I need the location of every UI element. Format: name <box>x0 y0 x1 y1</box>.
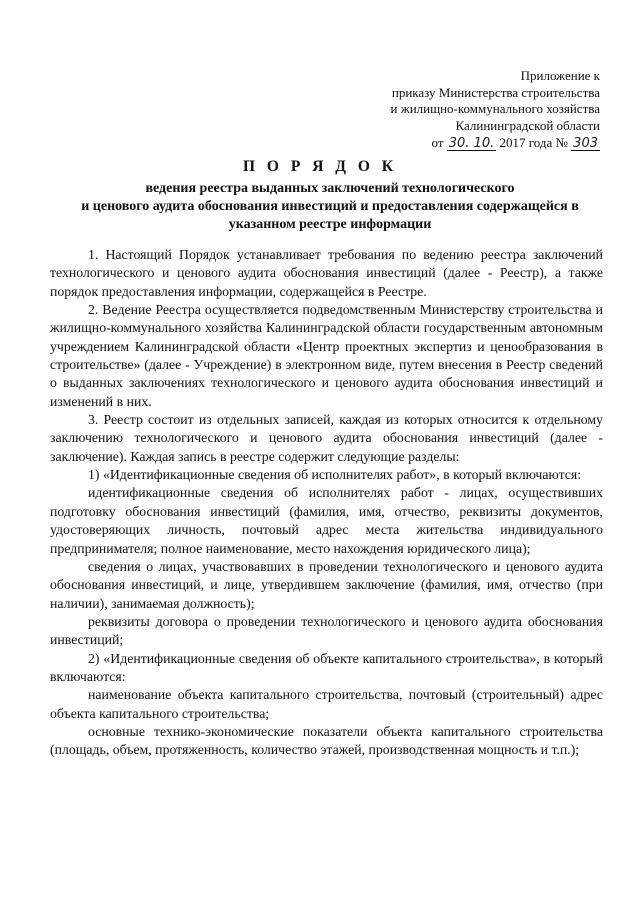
date-prefix: от <box>431 135 444 150</box>
paragraph: 2) «Идентификационные сведения об объекте капитального строительства», в который включаются: <box>50 650 603 684</box>
subtitle-line: указанном реестре информации <box>228 217 432 232</box>
document-subtitle <box>50 180 610 234</box>
document-body <box>50 246 603 760</box>
appendix-line: Приложение к <box>520 68 600 83</box>
paragraph: сведения о лицах, участвовавших в проведении технологического и ценового аудита обоснования инвестиций, и лице, утвердившем заключение (фамилия, имя, отчество (при наличии), занимаемая должность); <box>50 558 603 611</box>
paragraph: идентификационные сведения об исполнителях работ - лицах, осуществивших подготовку обоснования инвестиций (фамилия, имя, отчество, реквизиты документов, удостоверяющих личность, почтовый адрес места жительства индивидуального предпринимателя; полное наименование, место нахождения юридического лица); <box>50 485 603 556</box>
appendix-line: и жилищно-коммунального хозяйства <box>390 101 600 116</box>
appendix-header <box>391 68 601 152</box>
paragraph: 2. Ведение Реестра осуществляется подведомственным Министерству строительства и жилищно-коммунального хозяйства Калининградской области государственным автономным учреждением Калининградской области «Центр проектных экспертиз и ценообразования в строительстве» (далее - Учреждение) в электронном виде, путем внесения в Реестр сведений о выданных заключениях технологического и ценового аудита обоснования инвестиций и изменений в них. <box>50 302 603 409</box>
paragraph: наименование объекта капитального строительства, почтовый (строительный) адрес объекта капитального строительства; <box>50 687 603 721</box>
subtitle-line: ведения реестра выданных заключений технологического <box>145 181 515 196</box>
paragraph: реквизиты договора о проведении технологического и ценового аудита обоснования инвестиций; <box>50 613 603 648</box>
paragraph: 3. Реестр состоит из отдельных записей, каждая из которых относится к отдельному заключению технологического и ценового аудита обоснования инвестиций (далее - заключение). Каждая запись в реестре содержит следующие разделы: <box>50 412 603 464</box>
paragraph: основные технико-экономические показатели объекта капитального строительства (площадь, объем, протяженность, количество этажей, производственная мощность и т.п.); <box>50 723 603 758</box>
appendix-line: Калининградской области <box>455 117 600 133</box>
handwritten-number: 303 <box>573 136 598 151</box>
subtitle-line: и ценового аудита обоснования инвестиций и предоставления содержащейся в <box>81 199 579 214</box>
year-text: 2017 года № <box>499 135 568 150</box>
document-title: П О Р Я Д О К <box>243 158 397 175</box>
paragraph: 1) «Идентификационные сведения об исполнителях работ», в который включаются: <box>88 467 582 483</box>
order-date-line <box>391 135 601 152</box>
appendix-line: приказу Министерства строительства <box>391 84 600 100</box>
handwritten-date: 30. 10. <box>448 136 495 151</box>
paragraph: 1. Настоящий Порядок устанавливает требования по ведению реестра заключений технологического и ценового аудита обоснования инвестиций (далее - Реестр), а также порядок предоставления информации, содержащейся в Реестре. <box>50 247 603 299</box>
